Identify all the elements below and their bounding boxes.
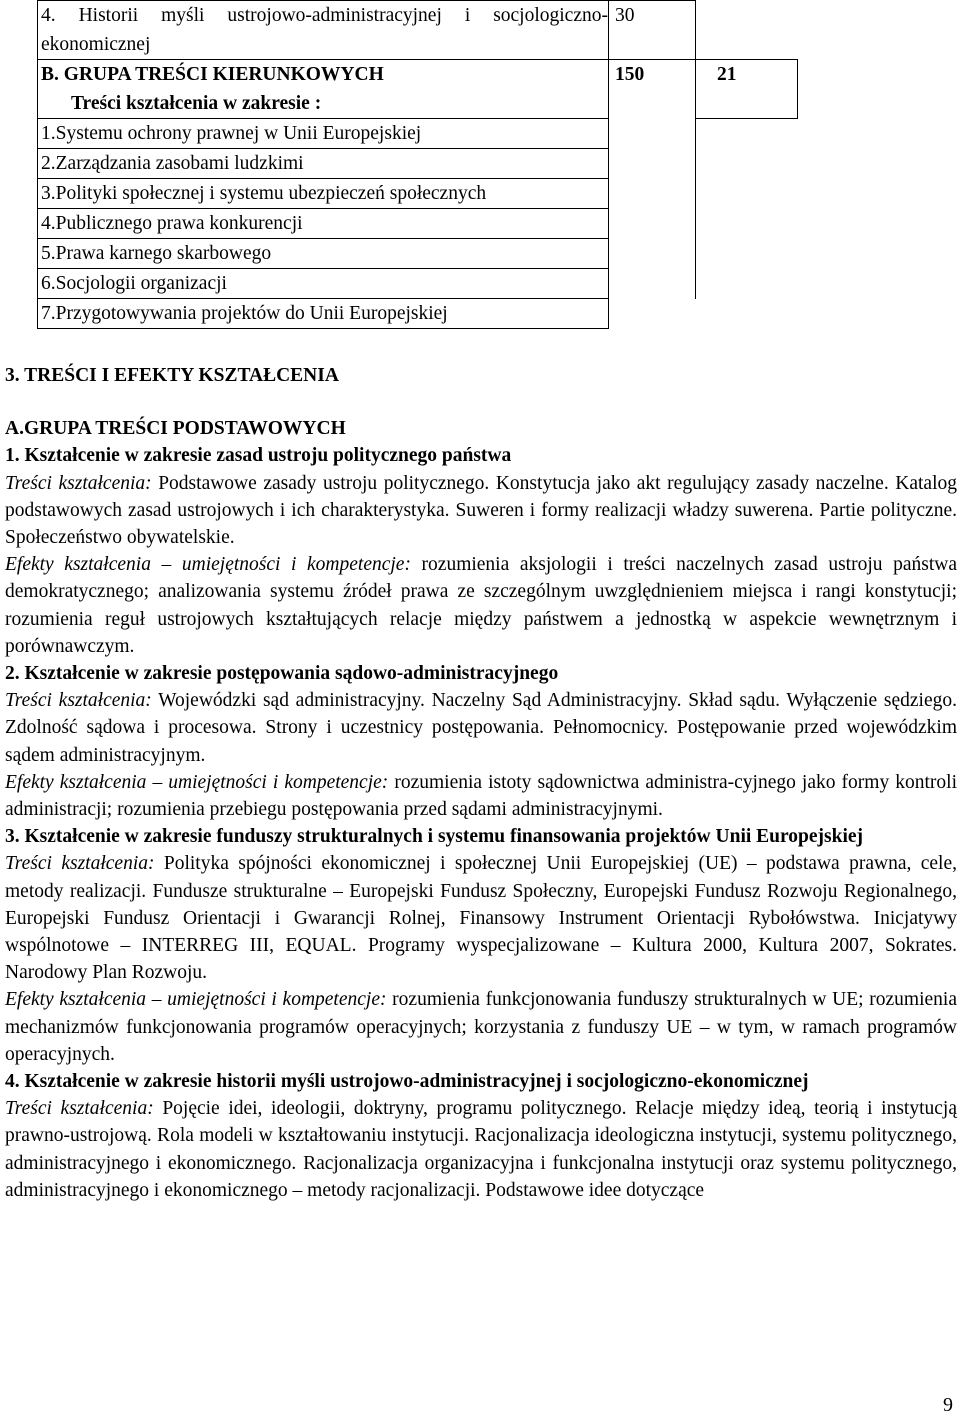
curriculum-table (37, 0, 798, 329)
page-number: 9 (943, 1394, 953, 1416)
list-item: 1.Systemu ochrony prawnej w Unii Europejskiej (41, 123, 422, 144)
subsection-heading: 1. Kształcenie w zakresie zasad ustroju politycznego państwa (5, 445, 512, 467)
group-b-hours: 150 (615, 64, 645, 85)
content-label: Treści kształcenia: (5, 1098, 154, 1120)
table-cell-group-b (38, 60, 609, 119)
list-item: 7.Przygotowywania projektów do Unii Europejskiej (41, 303, 448, 324)
table-row (38, 60, 798, 119)
subsection-heading: 2. Kształcenie w zakresie postępowania sądowo-administracyjnego (5, 663, 559, 685)
table-row (38, 1, 798, 60)
group-b-subtitle: Treści kształcenia w zakresie : (71, 93, 322, 114)
subsection-4 (5, 1068, 957, 1204)
document-body (5, 362, 957, 1204)
table-row (38, 269, 798, 299)
content-paragraph (5, 850, 957, 986)
effects-label: Efekty kształcenia – umiejętności i kompetencje: (5, 554, 411, 576)
content-text: Polityka spójności ekonomicznej i społecznej Unii Europejskiej (UE) – podstawa prawna, cele, metody realizacji. Fundusze strukturalne – Europejski Fundusz Społeczny, Europejski Fundusz Rozwoju Regionalnego, Europejski Fundusz Orientacji i Gwarancji Rolnej, Finansowy Instrument Orientacji Rybołówstwa. Inicjatywy wspólnotowe – INTERREG III, EQUAL. Programy wyspecjalizowane – Kultura 2000, Kultura 2007, Sokrates. Narodowy Plan Rozwoju. (5, 853, 957, 984)
list-item: 2.Zarządzania zasobami ludzkimi (41, 153, 304, 174)
subsection-1 (5, 442, 957, 660)
content-label: Treści kształcenia: (5, 690, 152, 712)
effects-label: Efekty kształcenia – umiejętności i kompetencje: (5, 771, 389, 793)
content-paragraph (5, 470, 957, 552)
group-title: A.GRUPA TREŚCI PODSTAWOWYCH (5, 418, 346, 440)
content-label: Treści kształcenia: (5, 853, 155, 875)
table-cell-item (38, 209, 609, 239)
table-cell-history-hours (609, 1, 696, 60)
table-cell-group-b-hours (609, 60, 696, 119)
table-row (38, 209, 798, 239)
section-title: 3. TREŚCI I EFEKTY KSZTAŁCENIA (5, 365, 339, 386)
list-item: 4.Publicznego prawa konkurencji (41, 213, 303, 234)
effects-text: rozumienia aksjologii i treści naczelnych zasad ustroju państwa demokratycznego; analizowania systemu źródeł prawa ze szczególnym uwzględnieniem miejsca i rangi konstytucji; rozumienia reguł ustrojowych kształtujących relacje między państwem a jednostką w aspekcie wewnętrznym i porównawczym. (5, 554, 957, 657)
content-paragraph (5, 1095, 957, 1204)
table-cell-item (38, 119, 609, 149)
table-row (38, 119, 798, 149)
history-hours: 30 (615, 5, 635, 26)
table-cell-item (38, 239, 609, 269)
content-text: Pojęcie idei, ideologii, doktryny, programu politycznego. Relacje między ideą, teorią i instytucją prawno-ustrojową. Rola modeli w kształtowaniu instytucji. Racjonalizacja ideologiczna instytucji, systemu politycznego, administracyjnego i ekonomicznego. Racjonalizacja organizacyjna i funkcjonalna instytucji oraz systemu politycznego, administracyjnego i ekonomicznego – metody racjonalizacji. Podstawowe idee dotyczące (5, 1098, 957, 1201)
list-item: 6.Socjologii organizacji (41, 273, 227, 294)
content-text: Podstawowe zasady ustroju politycznego. Konstytucja jako akt regulujący zasady naczelne. Katalog podstawowych zasad ustrojowych i ich charakterystyka. Suweren i formy realizacji władzy suwerena. Partie polityczne. Społeczeństwo obywatelskie. (5, 472, 957, 549)
content-label: Treści kształcenia: (5, 472, 152, 494)
effects-paragraph (5, 986, 957, 1068)
list-item: 3.Polityki społecznej i systemu ubezpieczeń społecznych (41, 183, 487, 204)
table-cell-item (38, 269, 609, 299)
table-row (38, 149, 798, 179)
table-cell-history (38, 1, 609, 60)
effects-label: Efekty kształcenia – umiejętności i kompetencje: (5, 989, 387, 1011)
subsection-heading: 4. Kształcenie w zakresie historii myśli ustrojowo-administracyjnej i socjologiczno-ekonomicznej (5, 1071, 809, 1093)
table-cell-group-b-ects (696, 60, 798, 119)
table-cell-item (38, 299, 609, 329)
group-b-title: B. GRUPA TREŚCI KIERUNKOWYCH (41, 64, 384, 85)
content-text: Wojewódzki sąd administracyjny. Naczelny Sąd Administracyjny. Skład sądu. Wyłączenie sędziego. Zdolność sądowa i procesowa. Strony i uczestnicy postępowania. Pełnomocnicy. Postępowanie przed wojewódzkim sądem administracyjnym. (5, 690, 957, 766)
table-cell-item (38, 149, 609, 179)
table-cell-item (38, 179, 609, 209)
effects-paragraph (5, 551, 957, 660)
subsection-2 (5, 660, 957, 823)
history-text: 4. Historii myśli ustrojowo-administracyjnej i socjologiczno-ekonomicznej (41, 5, 608, 55)
table-row (38, 299, 798, 329)
effects-text: rozumienia istoty sądownictwa administra-cyjnego jako formy kontroli administracji; rozumienia przebiegu postępowania przed sądami administracyjnymi. (5, 771, 957, 821)
effects-text: rozumienia funkcjonowania funduszy strukturalnych w UE; rozumienia mechanizmów funkcjonowania programów operacyjnych; korzystania z funduszy UE – w tym, w ramach programów operacyjnych. (5, 989, 957, 1065)
subsection-3 (5, 823, 957, 1068)
group-b-ects: 21 (717, 64, 737, 85)
content-paragraph (5, 687, 957, 769)
table-row (38, 239, 798, 269)
subsection-heading: 3. Kształcenie w zakresie funduszy strukturalnych i systemu finansowania projektów Unii Europejskiej (5, 826, 864, 848)
list-item: 5.Prawa karnego skarbowego (41, 243, 272, 264)
table-row (38, 179, 798, 209)
effects-paragraph (5, 769, 957, 823)
